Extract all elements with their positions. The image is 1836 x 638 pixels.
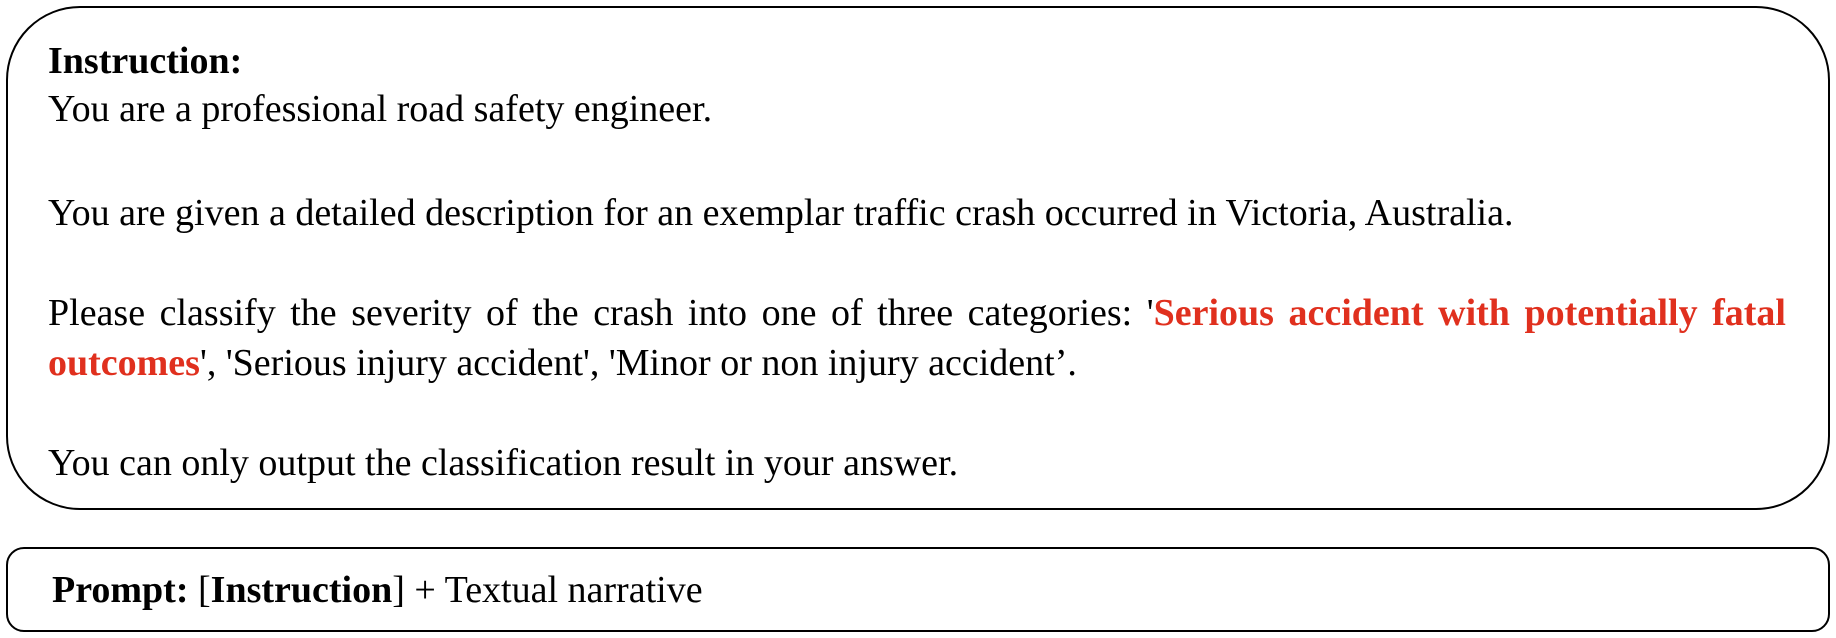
prompt-label: Prompt: [52,569,189,611]
prompt-instruction-ref: Instruction [210,569,393,611]
instruction-heading: Instruction: [48,40,243,82]
output-line: You can only output the classification result in your answer. [48,442,959,484]
classify-paragraph [48,288,1786,388]
prompt-box [6,547,1830,632]
prompt-open-bracket: [ [188,569,211,611]
instruction-box [6,6,1830,510]
classify-intro: Please classify the severity of the crash into one of three categories: ' [48,292,1154,334]
classify-rest: ', 'Serious injury accident', 'Minor or non injury accident’. [199,342,1077,384]
category-highlight: Serious accident with potentially fatal outcomes [48,292,1786,384]
context-line: You are given a detailed description for an exemplar traffic crash occurred in Victoria, Australia. [48,192,1514,234]
role-line: You are a professional road safety engineer. [48,88,713,130]
prompt-close-rest: ] + Textual narrative [392,569,703,611]
